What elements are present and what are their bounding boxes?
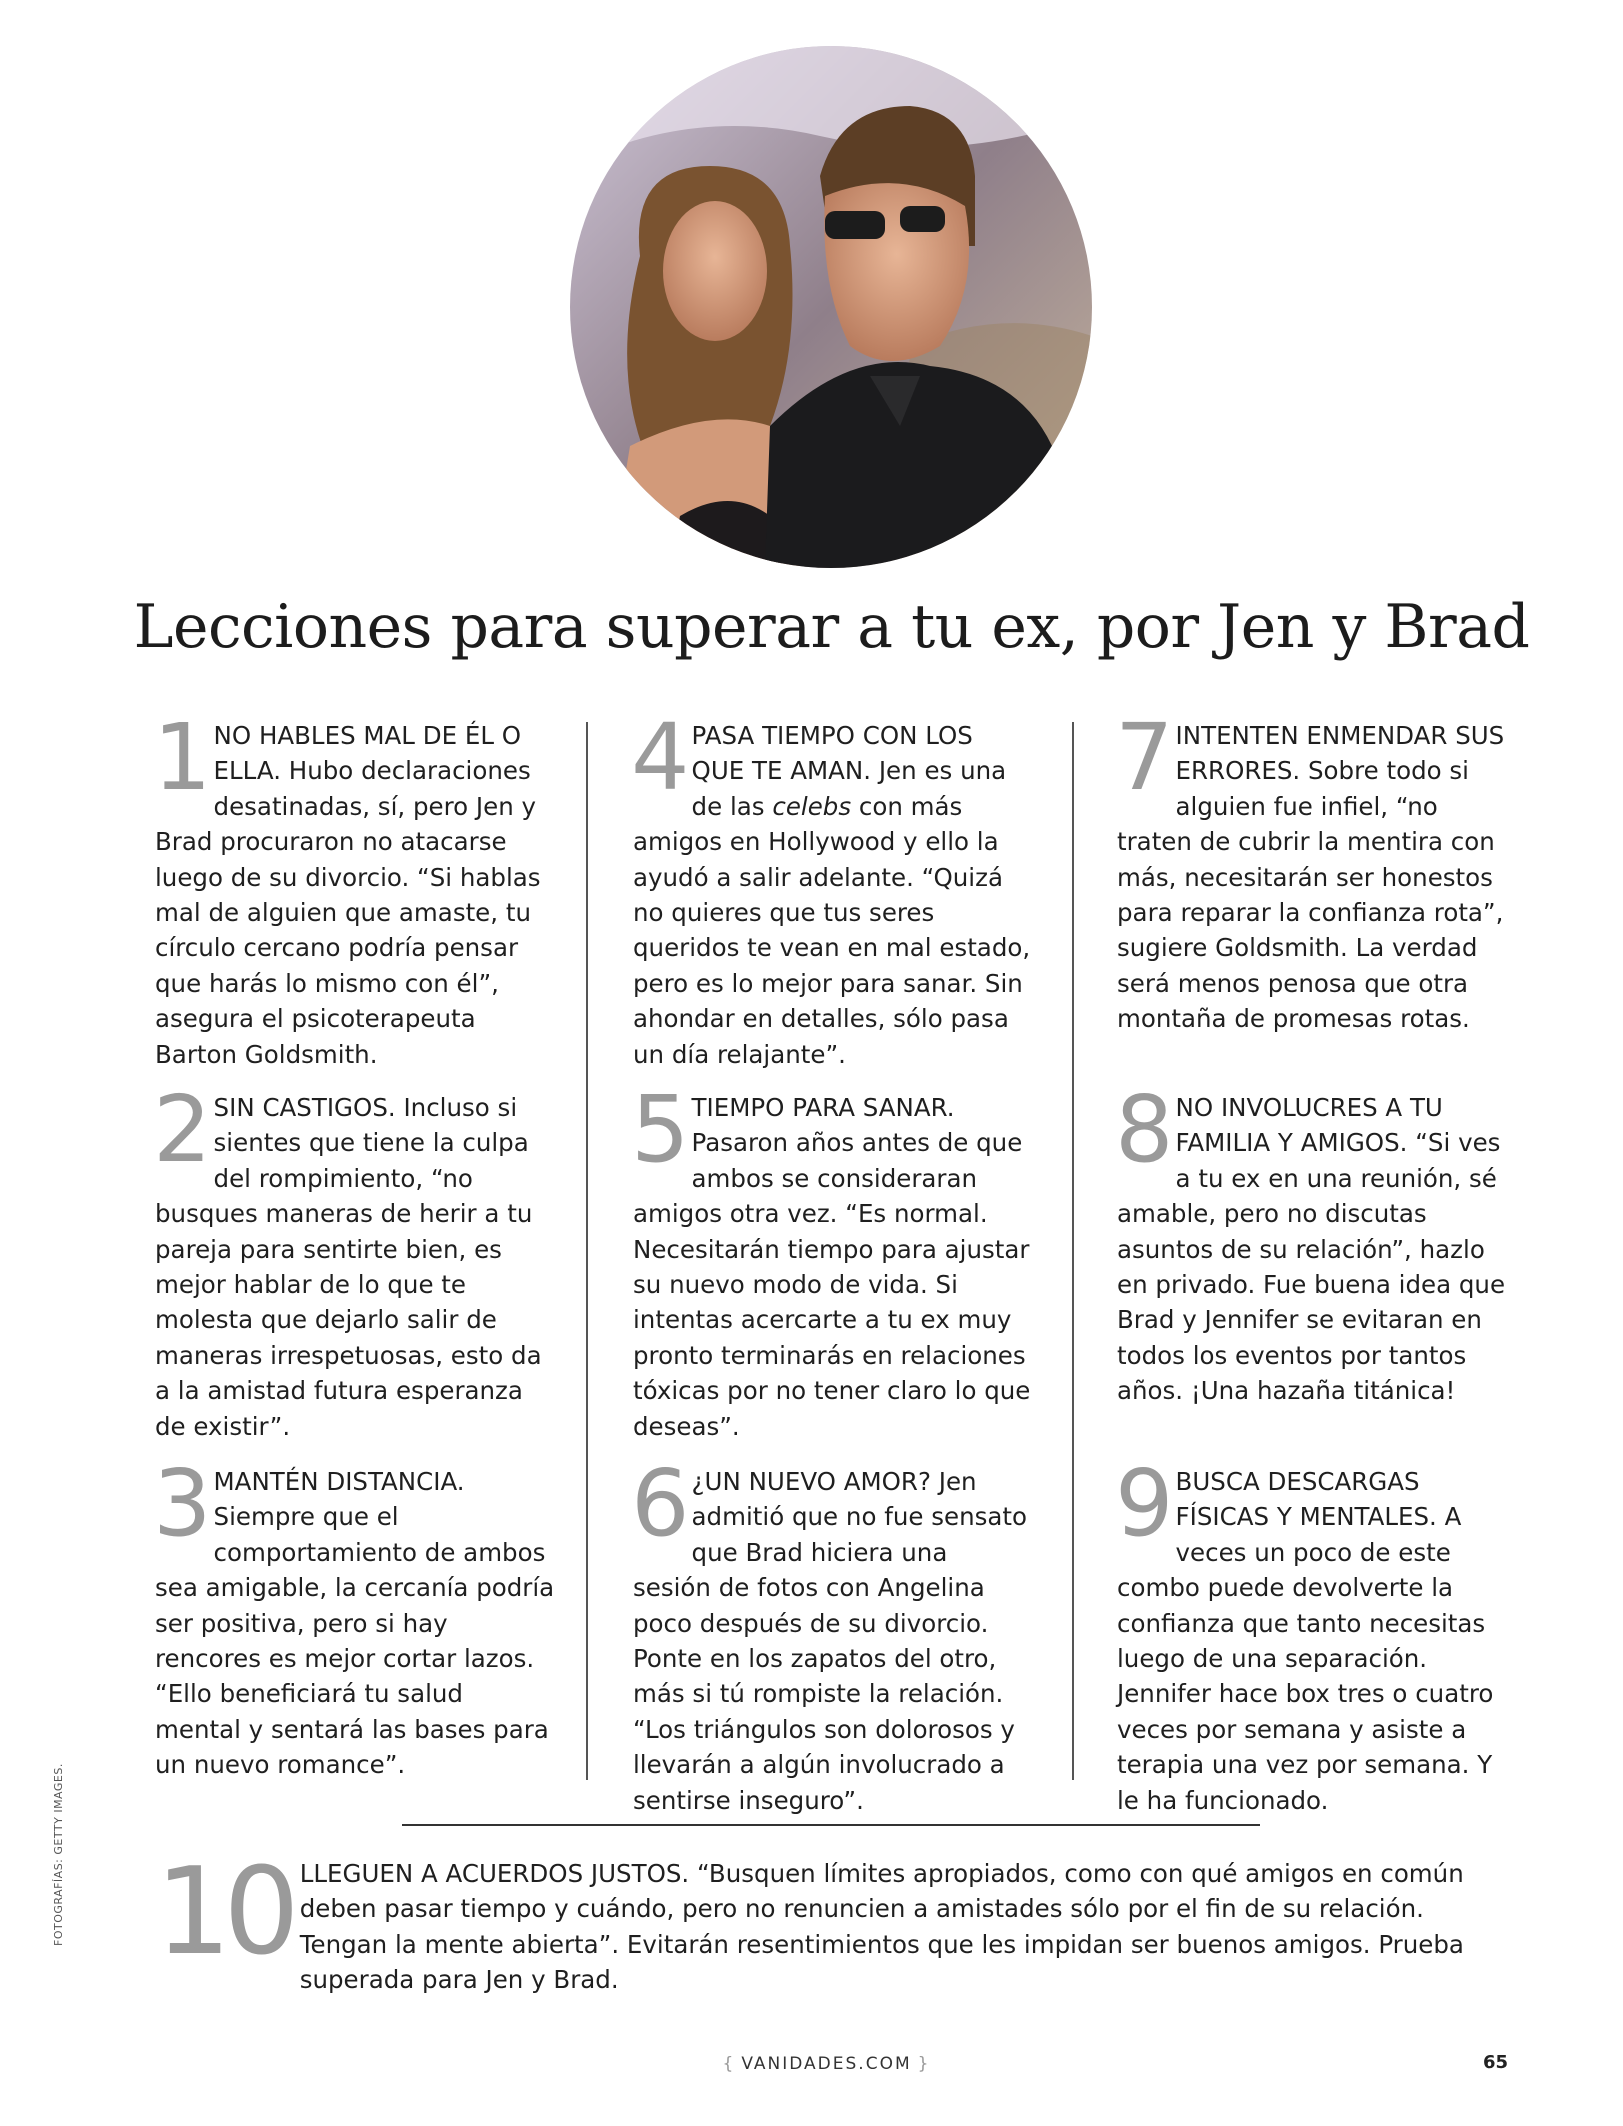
lesson-body: Hubo declaraciones desatinadas, sí, pero Jen y Brad procuraron no atacarse luego de su divorcio. “Si hablas mal de alguien que amaste, tu círculo cercano podría pensar que harás lo mismo con él”, asegura el psicoterapeuta Barton Goldsmith. (155, 756, 541, 1069)
lesson-heading: NO HABLES MAL DE ÉL O ELLA. (213, 721, 522, 786)
lesson-body: Sobre todo si alguien fue infiel, “no traten de cubrir la mentira con más, necesitarán ser honestos para reparar la confianza rota”, sugiere Goldsmith. La verdad será menos penosa que otra montaña de promesas rotas. (1117, 756, 1504, 1034)
lesson-heading: TIEMPO PARA SANAR. (691, 1093, 955, 1122)
lesson-heading: SIN CASTIGOS. (213, 1093, 396, 1122)
lesson-number: 4 (631, 704, 690, 811)
lesson-4 (631, 704, 1033, 1072)
lesson-number: 6 (631, 1450, 690, 1557)
lesson-8 (1115, 1076, 1517, 1409)
lesson-number: 3 (153, 1450, 212, 1557)
lesson-heading: ¿UN NUEVO AMOR? (691, 1467, 931, 1496)
page-number: 65 (1483, 2052, 1509, 2073)
lesson-number: 10 (155, 1843, 292, 1982)
couple-photo-illustration (570, 46, 1092, 568)
lesson-number: 7 (1115, 704, 1174, 811)
lesson-6 (631, 1450, 1033, 1818)
lesson-heading: LLEGUEN A ACUERDOS JUSTOS. (299, 1859, 690, 1888)
lesson-number: 2 (153, 1076, 212, 1183)
lesson-heading: MANTÉN DISTANCIA. (213, 1467, 465, 1496)
lesson-body: con más amigos en Hollywood y ello la ayudó a salir adelante. “Quizá no quieres que tus seres queridos te vean en mal estado, pero es lo mejor para sanar. Sin ahondar en detalles, sólo pasa un día relajante”. (633, 791, 1031, 1069)
lesson-body: Jen admitió que no fue sensato que Brad hiciera una sesión de fotos con Angelina poco después de su divorcio. Ponte en los zapatos del otro, más si tú rompiste la relación. “Los triángulos son dolorosos y llevarán a algún involucrado a sentirse inseguro”. (633, 1467, 1027, 1815)
lesson-body-pre: Jen es una de las (691, 756, 1007, 821)
lesson-10 (155, 1843, 1495, 1998)
lesson-number: 8 (1115, 1076, 1174, 1183)
lesson-heading: PASA TIEMPO CON LOS QUE TE AMAN. (691, 721, 973, 786)
lesson-7 (1115, 704, 1517, 1037)
lesson-body: A veces un poco de este combo puede devolverte la confianza que tanto necesitas luego de una separación. Jennifer hace box tres o cuatro veces por semana y asiste a terapia una vez por semana. Y le ha funcionado. (1117, 1502, 1494, 1815)
lesson-3 (153, 1450, 555, 1783)
footer-brace-right: } (917, 2054, 931, 2074)
couple-photo (570, 46, 1092, 568)
column-divider (1072, 722, 1074, 1780)
lesson-heading: BUSCA DESCARGAS FÍSICAS Y MENTALES. (1175, 1467, 1437, 1532)
lesson-body: Incluso si sientes que tiene la culpa del rompimiento, “no busques maneras de herir a tu pareja para sentirte bien, es mejor hablar de lo que te molesta que dejarlo salir de maneras irrespetuosas, esto da a la amistad futura esperanza de existir”. (155, 1093, 542, 1441)
lesson-body: Siempre que el comportamiento de ambos sea amigable, la cercanía podría ser positiva, pero si hay rencores es mejor cortar lazos. “Ello beneficiará tu salud mental y sentará las bases para un nuevo romance”. (155, 1502, 555, 1780)
lesson-number: 1 (153, 704, 212, 811)
lesson-body-emphasis: celebs (772, 791, 852, 821)
lesson-number: 5 (631, 1076, 690, 1183)
lesson-1 (153, 704, 555, 1072)
lesson-number: 9 (1115, 1450, 1174, 1557)
lesson-heading: NO INVOLUCRES A TU FAMILIA Y AMIGOS. (1175, 1093, 1443, 1158)
lesson-body: “Busquen límites apropiados, como con qué amigos en común deben pasar tiempo y cuándo, pero no renuncien a amistades sólo por el fin de su relación. Tengan la mente abierta”. Evitarán resentimientos que les impidan ser buenos amigos. Prueba superada para Jen y Brad. (299, 1859, 1464, 1995)
lesson-2 (153, 1076, 555, 1444)
column-divider (586, 722, 588, 1780)
lesson-5 (631, 1076, 1033, 1444)
section-divider (402, 1824, 1260, 1826)
footer (0, 2054, 1623, 2074)
lesson-body: “Si ves a tu ex en una reunión, sé amable, pero no discutas asuntos de su relación”, hazlo en privado. Fue buena idea que Brad y Jennifer se evitaran en todos los eventos por tantos años. ¡Una hazaña titánica! (1117, 1128, 1506, 1406)
photo-credit: FOTOGRAFÍAS: GETTY IMAGES. (52, 1763, 65, 1946)
lesson-heading: INTENTEN ENMENDAR SUS ERRORES. (1175, 721, 1505, 786)
article-title: Lecciones para superar a tu ex, por Jen y Brad (133, 592, 1530, 662)
footer-site-link[interactable]: VANIDADES.COM (741, 2054, 912, 2074)
lesson-body: Pasaron años antes de que ambos se consideraran amigos otra vez. “Es normal. Necesitarán tiempo para ajustar su nuevo modo de vida. Si intentas acercarte a tu ex muy pronto terminarás en relaciones tóxicas por no tener claro lo que deseas”. (633, 1128, 1031, 1441)
lesson-9 (1115, 1450, 1517, 1818)
footer-brace-left: { (722, 2054, 736, 2074)
